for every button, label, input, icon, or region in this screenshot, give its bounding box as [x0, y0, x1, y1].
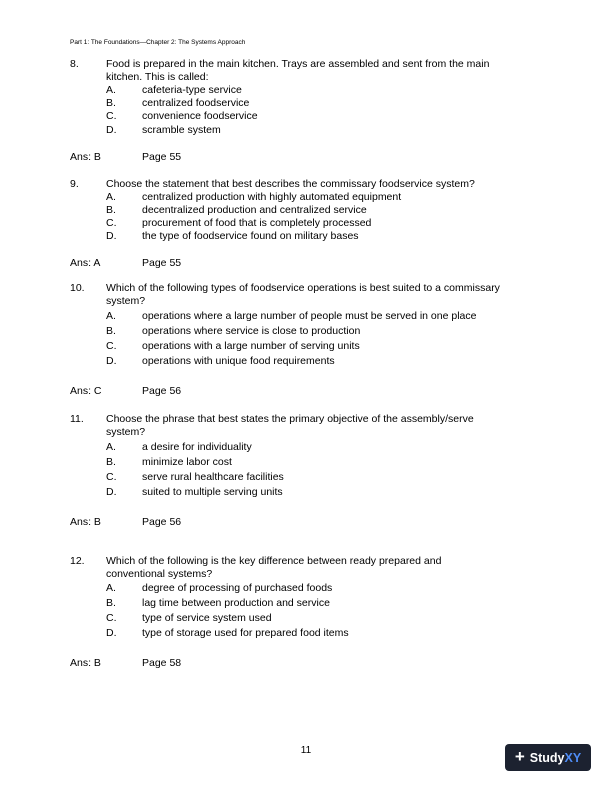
option-letter: B. [106, 456, 116, 468]
option-letter: D. [106, 627, 117, 639]
question-text-line: Choose the statement that best describes the commissary foodservice system? [106, 178, 475, 190]
option-letter: A. [106, 191, 116, 203]
option-letter: A. [106, 310, 116, 322]
option-text: the type of foodservice found on military bases [142, 230, 359, 242]
answer-page: Page 56 [142, 385, 182, 397]
question-text-line: Choose the phrase that best states the primary objective of the assembly/serve [106, 413, 474, 425]
option-text: decentralized production and centralized service [142, 204, 367, 216]
option-letter: A. [106, 84, 116, 96]
option-letter: C. [106, 340, 117, 352]
page-number: 11 [300, 745, 312, 756]
question-text-line: conventional systems? [106, 568, 213, 580]
option-text: serve rural healthcare facilities [142, 471, 284, 483]
option-letter: C. [106, 471, 117, 483]
option-letter: D. [106, 355, 117, 367]
question-text-line: kitchen. This is called: [106, 71, 209, 83]
option-text: centralized production with highly automated equipment [142, 191, 402, 203]
option-text: operations where a large number of people must be served in one place [142, 310, 477, 322]
answer-label: Ans: B [70, 657, 101, 669]
option-letter: C. [106, 217, 117, 229]
option-letter: C. [106, 612, 117, 624]
option-text: cafeteria-type service [142, 84, 242, 96]
option-text: minimize labor cost [142, 456, 232, 468]
plus-icon: + [514, 747, 525, 766]
option-letter: B. [106, 325, 116, 337]
option-text: scramble system [142, 124, 221, 136]
option-text: type of service system used [142, 612, 272, 624]
option-letter: A. [106, 582, 116, 594]
answer-page: Page 55 [142, 151, 182, 163]
option-text: type of storage used for prepared food items [142, 627, 349, 639]
answer-label: Ans: C [70, 385, 102, 397]
option-text: operations with a large number of serving units [142, 340, 360, 352]
option-letter: D. [106, 486, 117, 498]
option-text: procurement of food that is completely processed [142, 217, 372, 229]
running-header: Part 1: The Foundations—Chapter 2: The Systems Approach [70, 39, 246, 46]
answer-page: Page 56 [142, 516, 182, 528]
question-text-line: Which of the following is the key difference between ready prepared and [106, 555, 442, 567]
option-text: degree of processing of purchased foods [142, 582, 333, 594]
question-text-line: system? [106, 295, 146, 307]
option-text: operations with unique food requirements [142, 355, 335, 367]
logo-text-accent: XY [564, 750, 582, 765]
option-letter: D. [106, 124, 117, 136]
option-text: suited to multiple serving units [142, 486, 283, 498]
answer-page: Page 55 [142, 257, 182, 269]
option-text: convenience foodservice [142, 110, 258, 122]
studyxy-logo[interactable] [505, 744, 591, 771]
question-text-line: Which of the following types of foodservice operations is best suited to a commissary [106, 282, 500, 294]
option-letter: B. [106, 204, 116, 216]
answer-label: Ans: B [70, 516, 101, 528]
question-text-line: system? [106, 426, 146, 438]
answer-label: Ans: B [70, 151, 101, 163]
question-number: 11. [70, 413, 84, 425]
answer-label: Ans: A [70, 257, 101, 269]
option-letter: B. [106, 597, 116, 609]
option-text: a desire for individuality [142, 441, 252, 453]
question-number: 10. [70, 282, 85, 294]
option-text: operations where service is close to production [142, 325, 361, 337]
option-text: lag time between production and service [142, 597, 330, 609]
option-letter: D. [106, 230, 117, 242]
option-letter: A. [106, 441, 116, 453]
question-number: 12. [70, 555, 85, 567]
logo-wordmark [530, 751, 581, 765]
option-letter: C. [106, 110, 117, 122]
option-text: centralized foodservice [142, 97, 250, 109]
question-number: 9. [70, 178, 79, 190]
answer-page: Page 58 [142, 657, 182, 669]
question-number: 8. [70, 58, 79, 70]
question-text-line: Food is prepared in the main kitchen. Trays are assembled and sent from the main [106, 58, 490, 70]
option-letter: B. [106, 97, 116, 109]
logo-text-main: Study [529, 750, 565, 765]
